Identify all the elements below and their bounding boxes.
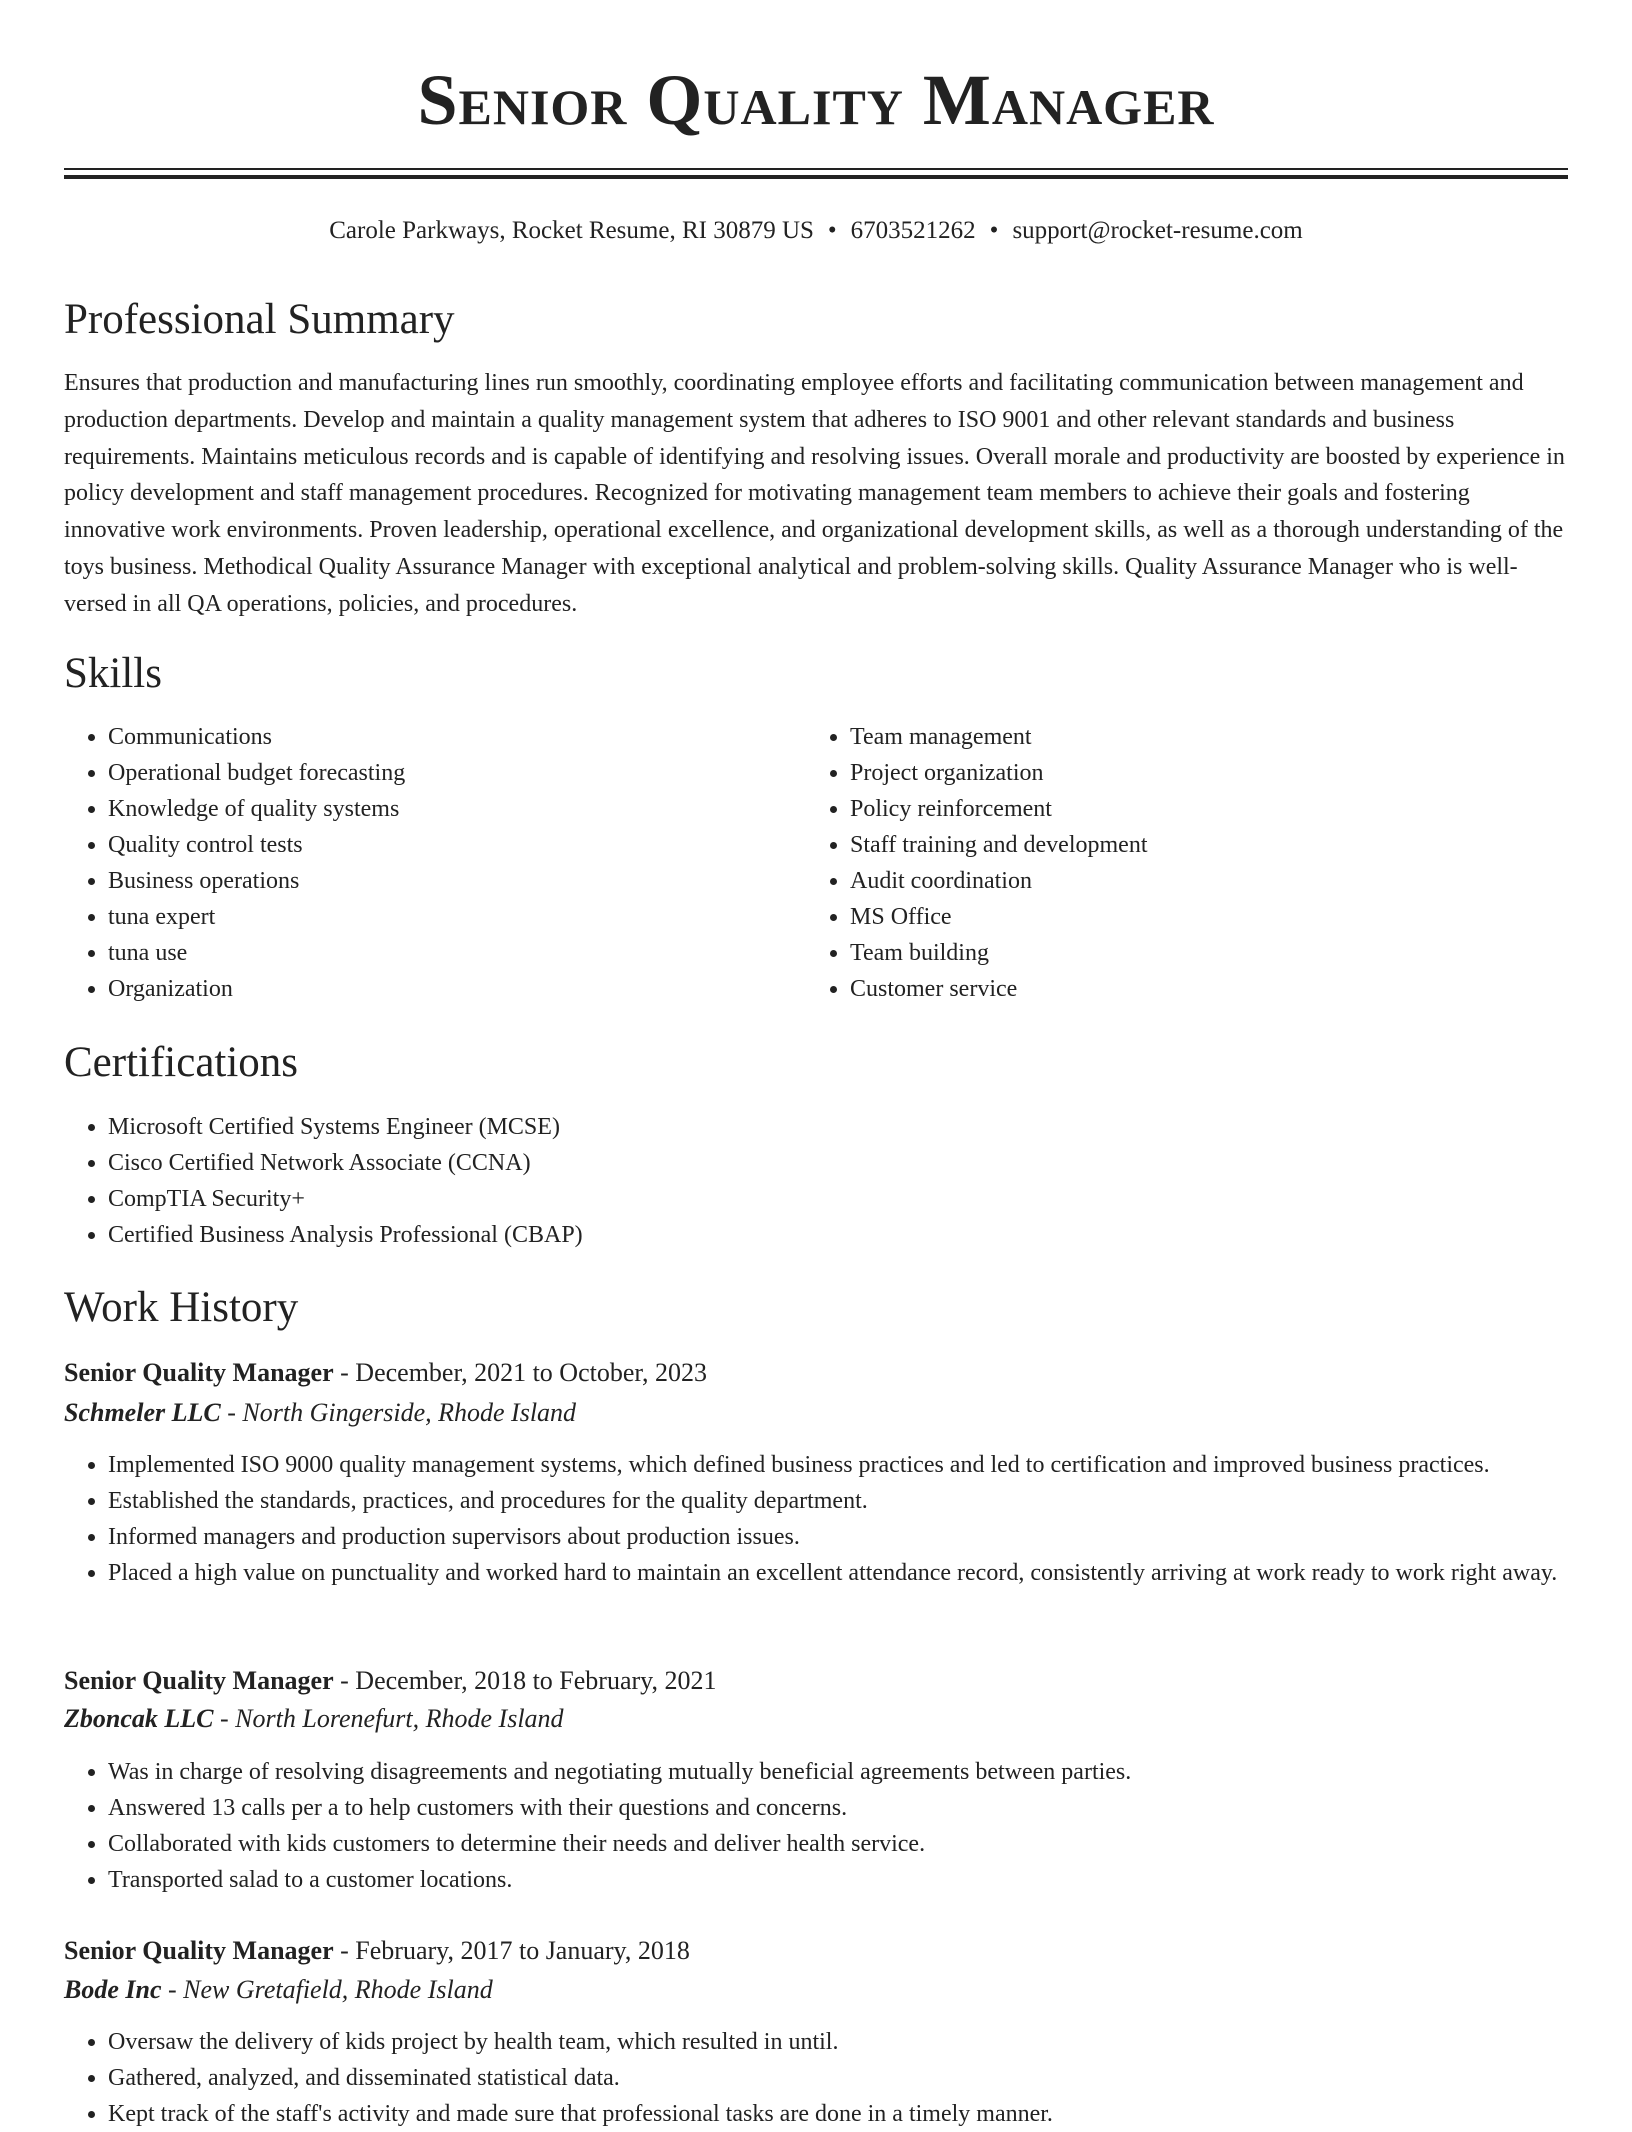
- skill-item: • Customer service: [850, 971, 1550, 1007]
- job-bullet-item: • Gathered, analyzed, and disseminated statistical data.: [108, 2060, 1618, 2096]
- job-company: Zboncak LLC: [64, 1704, 214, 1733]
- section-title-skills: Skills: [64, 650, 162, 697]
- job-location: North Gingerside, Rhode Island: [242, 1398, 577, 1427]
- skills-list-left: [64, 719, 808, 1007]
- job-bullet-item: • Was in charge of resolving disagreements and negotiating mutually beneficial agreements between parties.: [108, 1754, 1618, 1790]
- skill-item: • Team building: [850, 935, 1550, 971]
- skill-item: • Knowledge of quality systems: [108, 791, 808, 827]
- certification-item: • CompTIA Security+: [108, 1181, 1508, 1217]
- job-dates: December, 2018 to February, 2021: [355, 1666, 717, 1695]
- job-title: Senior Quality Manager: [64, 1666, 334, 1695]
- job-dash: -: [340, 1666, 349, 1695]
- header-rule-thin: [64, 168, 1568, 170]
- job-dates: February, 2017 to January, 2018: [355, 1936, 690, 1965]
- certification-item: • Microsoft Certified Systems Engineer (MCSE): [108, 1109, 1508, 1145]
- job-location: New Gretafield, Rhode Island: [183, 1975, 493, 2004]
- job-bullet-item: • Collaborated with kids customers to determine their needs and deliver health service.: [108, 1826, 1618, 1862]
- skill-item: • Quality control tests: [108, 827, 808, 863]
- job-bullet-item: • Kept track of the staff's activity and made sure that professional tasks are done in a timely manner.: [108, 2096, 1618, 2132]
- job-company-line: [64, 1701, 564, 1737]
- job-dash: -: [220, 1704, 229, 1733]
- skill-item: • Policy reinforcement: [850, 791, 1550, 827]
- job-dash: -: [168, 1975, 177, 2004]
- skill-item: • Staff training and development: [850, 827, 1550, 863]
- skill-item: • Organization: [108, 971, 808, 1007]
- job-bullets: [64, 1754, 1618, 1898]
- job-bullets: [64, 2024, 1618, 2132]
- contact-address: Carole Parkways, Rocket Resume, RI 30879 US: [329, 217, 814, 244]
- section-title-work-history: Work History: [64, 1284, 299, 1331]
- skill-item: • Business operations: [108, 863, 808, 899]
- section-title-summary: Professional Summary: [64, 296, 455, 343]
- job-bullet-item: • Transported salad to a customer locations.: [108, 1862, 1618, 1898]
- job-title: Senior Quality Manager: [64, 1936, 334, 1965]
- job-title-line: [64, 1933, 690, 1969]
- job-bullet-item: • Placed a high value on punctuality and worked hard to maintain an excellent attendance record, consistently arriving at work ready to work right away.: [108, 1555, 1618, 1591]
- skill-item: • Project organization: [850, 755, 1550, 791]
- skill-item: • MS Office: [850, 899, 1550, 935]
- certification-item: • Certified Business Analysis Professional (CBAP): [108, 1217, 1508, 1253]
- job-title-line: [64, 1663, 716, 1699]
- skill-item: • Team management: [850, 719, 1550, 755]
- skill-item: • Audit coordination: [850, 863, 1550, 899]
- job-bullet-item: • Implemented ISO 9000 quality management systems, which defined business practices and led to certification and improved business practices.: [108, 1447, 1618, 1483]
- section-title-certifications: Certifications: [64, 1039, 299, 1086]
- job-bullets: [64, 1447, 1618, 1591]
- job-bullet-item: • Informed managers and production supervisors about production issues.: [108, 1519, 1618, 1555]
- job-title: Senior Quality Manager: [64, 1358, 334, 1387]
- certification-item: • Cisco Certified Network Associate (CCNA): [108, 1145, 1508, 1181]
- skills-list-right: [806, 719, 1550, 1007]
- resume-name-heading: Senior Quality Manager: [417, 60, 1215, 140]
- job-company: Bode Inc: [64, 1975, 162, 2004]
- header-rule-thick: [64, 175, 1568, 179]
- skill-item: • tuna use: [108, 935, 808, 971]
- job-dash: -: [340, 1936, 349, 1965]
- job-dash: -: [227, 1398, 236, 1427]
- certifications-list: [64, 1109, 1508, 1253]
- job-title-line: [64, 1355, 707, 1391]
- contact-phone: 6703521262: [850, 217, 976, 244]
- contact-separator: •: [989, 217, 999, 244]
- skill-item: • tuna expert: [108, 899, 808, 935]
- summary-text: Ensures that production and manufacturing lines run smoothly, coordinating employee efforts and facilitating communication between management and production departments. Develop and maintain a quality management system that adheres to ISO 9001 and other relevant standards and business requirements. Maintains meticulous records and is capable of identifying and resolving issues. Overall morale and productivity are boosted by experience in policy development and staff management procedures. Recognized for motivating management team members to achieve their goals and fostering innovative work environments. Proven leadership, operational excellence, and organizational development skills, as well as a thorough understanding of the toys business. Methodical Quality Assurance Manager with exceptional analytical and problem-solving skills. Quality Assurance Manager who is well-versed in all QA operations, policies, and procedures.: [64, 370, 1565, 617]
- job-bullet-item: • Established the standards, practices, and procedures for the quality department.: [108, 1483, 1618, 1519]
- contact-line: [64, 214, 1568, 248]
- skill-item: • Operational budget forecasting: [108, 755, 808, 791]
- job-company-line: [64, 1395, 576, 1431]
- job-dates: December, 2021 to October, 2023: [355, 1358, 707, 1387]
- job-company-line: [64, 1972, 493, 2008]
- job-dash: -: [340, 1358, 349, 1387]
- contact-email: support@rocket-resume.com: [1012, 217, 1303, 244]
- job-location: North Lorenefurt, Rhode Island: [235, 1704, 564, 1733]
- job-company: Schmeler LLC: [64, 1398, 221, 1427]
- job-bullet-item: • Answered 13 calls per a to help customers with their questions and concerns.: [108, 1790, 1618, 1826]
- contact-separator: •: [827, 217, 837, 244]
- job-bullet-item: • Oversaw the delivery of kids project by health team, which resulted in until.: [108, 2024, 1618, 2060]
- skill-item: • Communications: [108, 719, 808, 755]
